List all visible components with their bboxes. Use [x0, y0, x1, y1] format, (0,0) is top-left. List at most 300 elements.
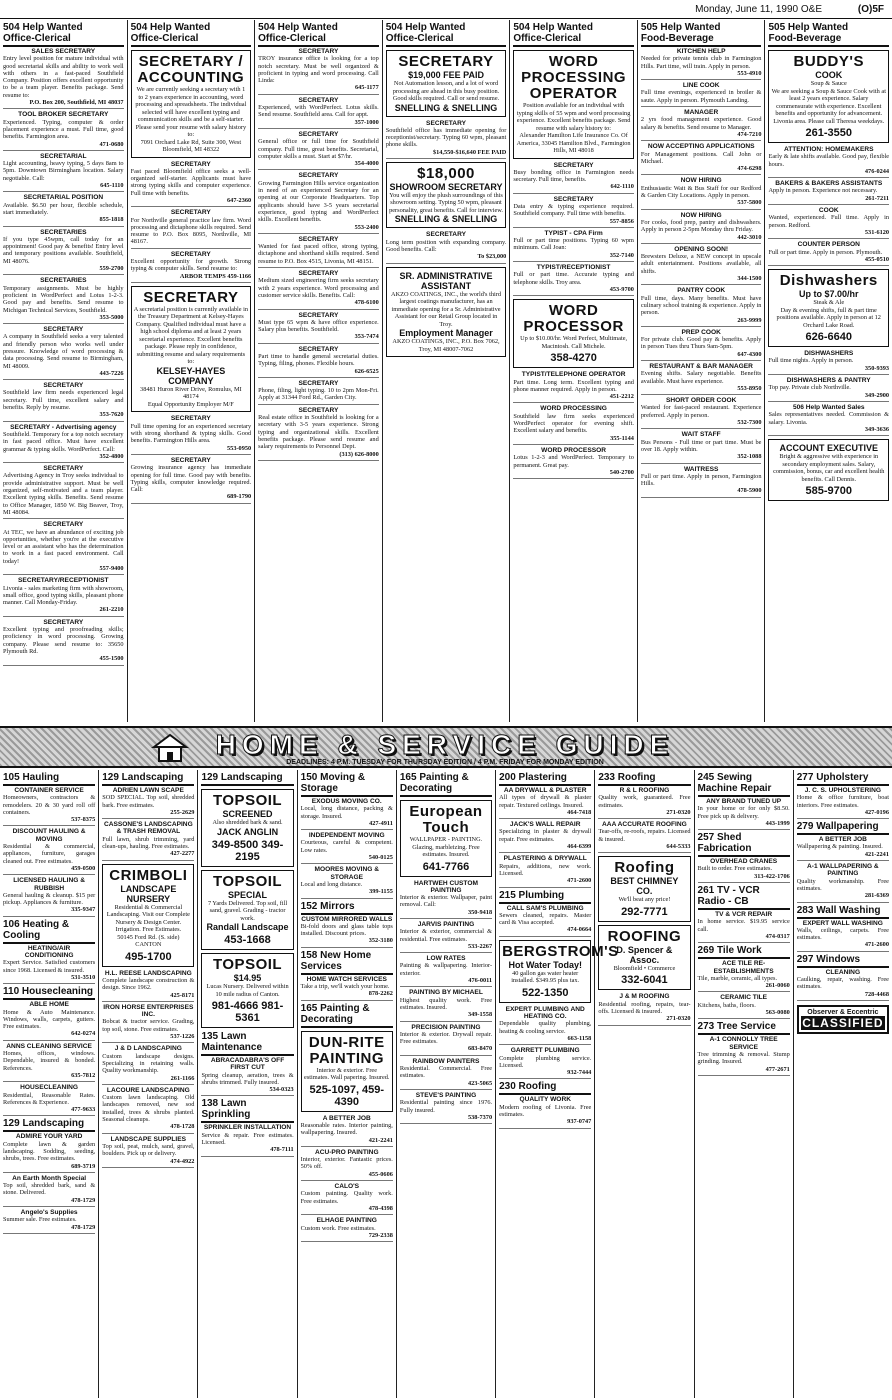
classified-ad — [698, 994, 790, 1019]
ad-phone: 635-7812 — [71, 1071, 96, 1079]
ad-title: ELHAGE PAINTING — [316, 1217, 377, 1225]
ad-title: 506 Help Wanted Sales — [792, 403, 865, 411]
ad-phone: 474-0317 — [765, 932, 790, 940]
classified-ad — [3, 877, 95, 916]
section-header: 215 Plumbing — [499, 890, 591, 904]
classified-ad — [301, 1183, 393, 1215]
ad-title: CERAMIC TILE — [720, 994, 768, 1002]
classified-ad — [258, 97, 379, 129]
display-ad — [201, 789, 293, 867]
ad-title: CONTAINER SERVICE — [14, 787, 84, 794]
display-body: We are currently seeking a secretary with 1 to 2 years experience in accounting, word processing and spreadsheets. The individual selected will have excellent typing and communication skills and be a self-starter. Please send your resume with salary history to: — [135, 86, 247, 138]
ad-phone: 478-6100 — [354, 299, 379, 307]
column — [298, 770, 397, 1398]
ad-title: BAKERS & BAKERS ASSISTANTS — [775, 180, 883, 188]
ad-phone: 537-8375 — [71, 816, 96, 824]
classified-ad — [400, 1024, 492, 1056]
display-subhead: SPECIAL — [228, 889, 268, 900]
ad-body: Residential, Reasonable Rates. References & Experience. — [3, 1091, 96, 1106]
ad-body: Full time opening for an experienced secretary with strong shorthand & typing skills. Good benefits. Farmington Hills area. — [130, 422, 252, 445]
classified-ad — [641, 431, 762, 463]
classified-ad — [768, 207, 889, 239]
classified-ad — [768, 350, 889, 375]
section-header: 505 Help Wanted Food-Beverage — [641, 22, 762, 47]
service-guide-section — [0, 770, 892, 1398]
section-header: 504 Help Wanted Office-Clerical — [258, 22, 379, 47]
ad-body: Custom lawn landscaping. Old landscapes removed, new sod installed, trees & shrubs planted. Seasonal cleanups. — [102, 1094, 195, 1124]
ad-phone: 455-0510 — [864, 255, 890, 263]
classified-ad — [797, 863, 889, 902]
classified-ad — [499, 787, 591, 819]
classified-ad — [258, 380, 379, 405]
ad-body: Growing Farmington Hills service organization in need of an experienced Secretary for an opening at our Corporate Headquarters. Top applicants should have 3-5 years secretarial experience, good typing and WordPerfect skills. Excellent benefits. — [258, 179, 379, 224]
section-header: 230 Roofing — [499, 1081, 591, 1095]
display-ad — [768, 50, 889, 143]
ad-title: NOW HIRING — [680, 211, 722, 219]
column — [99, 770, 198, 1398]
ad-phone: 477-9633 — [71, 1106, 96, 1114]
ad-title: SECRETARY — [43, 521, 84, 529]
ad-body: Apply in person. Experience not necessary. — [768, 187, 878, 195]
ad-phone: 478-1728 — [170, 1123, 195, 1131]
ad-phone: 478-1729 — [71, 1196, 96, 1204]
display-subhead: $19,000 FEE PAID — [408, 70, 484, 80]
ad-title: SECRETARY — [298, 345, 339, 353]
ad-phone: 626-6525 — [354, 367, 379, 375]
section-header: 504 Help Wanted Office-Clerical — [131, 22, 252, 47]
ad-body: Full lawn, shrub trimming, yard clean-ups, hauling. Free estimates. — [102, 835, 195, 851]
classified-ad — [131, 161, 252, 208]
classified-ad — [301, 866, 393, 898]
display-ad — [400, 800, 492, 877]
section-header: 135 Lawn Maintenance — [201, 1031, 293, 1056]
classified-ad — [641, 363, 762, 395]
display-headline: European Touch — [409, 803, 483, 836]
ad-phone: 352-3180 — [368, 937, 393, 945]
ad-phone: 553-0950 — [227, 444, 252, 452]
classified-ad — [400, 1092, 492, 1124]
ad-body: Residential roofing, repairs, tear-offs. Licensed & insured. — [598, 1000, 691, 1015]
ad-body: In your home or for only $8.50. Free pick up & delivery. — [697, 805, 790, 820]
ad-body: General hauling & cleanup. $15 per pickup. Appliances & furniture. — [3, 891, 96, 907]
ad-phone: 471-2600 — [864, 941, 889, 949]
display-subhead: Up to $7.00/hr — [799, 289, 859, 300]
ad-title: INDEPENDENT MOVING — [308, 832, 385, 840]
ad-body: Local and long distance. — [300, 880, 363, 888]
ad-phone: 729-2338 — [368, 1231, 393, 1239]
classified-ad — [513, 405, 634, 444]
house-icon — [150, 733, 190, 763]
classified-ad — [499, 1096, 591, 1128]
ad-title: SECRETARY — [170, 209, 211, 217]
ad-title: SECRETARY — [298, 270, 339, 278]
ad-body: Home & office furniture, boat interiors. Free estimates. — [796, 794, 889, 809]
classified-ad — [768, 241, 889, 266]
ad-phone: 271-0320 — [666, 808, 691, 816]
ad-body: Excellent opportunity for growth. Strong typing & computer skills. Send resume to: — [130, 258, 252, 273]
ad-title: SECRETARY — [170, 456, 211, 464]
display-headline: SECRETARY / ACCOUNTING — [137, 53, 245, 86]
ad-body: Complete plumbing service. Licensed. — [499, 1054, 592, 1069]
ad-phone: 455-1500 — [99, 655, 124, 663]
ad-body: Evening shifts. Salary negotiable. Benefits available. Must have experience. — [640, 370, 762, 385]
display-headline: Dishwashers — [779, 272, 878, 290]
ad-title: HARTWEH CUSTOM PAINTING — [413, 879, 478, 894]
ad-body: Top pay. Private club Northville. — [768, 384, 851, 392]
column — [0, 770, 99, 1398]
classified-ad — [698, 1036, 790, 1075]
classified-ad — [499, 1047, 591, 1079]
display-brand: SNELLING & SNELLING — [394, 102, 498, 113]
ad-body: Full or part time. Apply in person. Plymouth. — [768, 248, 883, 256]
classified-ad — [499, 1006, 591, 1045]
display-phone: 332-6041 — [621, 974, 668, 987]
page-number: (O)5F — [857, 4, 884, 15]
classified-ad — [768, 377, 889, 402]
ad-phone: 553-8950 — [737, 384, 762, 392]
ad-body: Medium sized engineering firm seeks secretary with 2 years experience. Word processing and customer service skills. Benefits. Call: — [258, 277, 379, 299]
ad-phone: 423-5065 — [467, 1079, 493, 1087]
ad-phone: 538-7370 — [467, 1113, 493, 1121]
ad-body: 2 yrs food management experience. Good salary & benefits. Send resume to Manager. — [640, 116, 762, 131]
section-subheader: Office-Clerical — [385, 33, 454, 44]
display-phone: 626-6640 — [805, 331, 852, 344]
ad-phone: 349-3636 — [864, 425, 890, 433]
ad-phone: 537-1226 — [170, 1033, 195, 1041]
ad-phone: 344-1500 — [737, 275, 762, 283]
section-header: 129 Landscaping — [102, 772, 194, 786]
ad-title: SECRETARY — [298, 96, 339, 104]
section-subheader: Office-Clerical — [258, 33, 326, 44]
ad-body: Full or part time. Apply in person, Farmington Hills. — [640, 472, 762, 488]
ad-title: ACU-PRO PAINTING — [314, 1148, 379, 1156]
ad-title: JACK'S WALL REPAIR — [509, 821, 581, 829]
ad-title: WAITRESS — [683, 465, 719, 473]
classified-ad — [258, 131, 379, 170]
ad-phone: 537-5800 — [737, 199, 762, 207]
ad-body: Residential painting since 1976. Fully insured. — [399, 1099, 493, 1114]
ad-title: HOUSECLEANING — [20, 1084, 79, 1092]
ad-phone: 689-1790 — [227, 493, 252, 501]
display-ad — [768, 269, 889, 347]
ad-title: QUALITY WORK — [519, 1096, 571, 1104]
ad-body: Complete landscape construction & design. Since 1962. — [102, 976, 195, 992]
classified-ad — [3, 577, 124, 616]
classified-publisher: Observer & Eccentric — [807, 1008, 879, 1016]
display-ad — [301, 1031, 393, 1112]
column — [198, 770, 297, 1398]
classified-ad — [598, 787, 690, 819]
banner-deadline: DEADLINES: 4 P.M. TUESDAY FOR THURSDAY EDITION / 4 P.M. FRIDAY FOR MONDAY EDITION — [286, 759, 604, 766]
classified-ad — [386, 231, 507, 263]
ad-title: MOORES MOVING & STORAGE — [314, 866, 379, 881]
ad-body: Specializing in plaster & drywall repair. Free estimates. — [499, 828, 592, 843]
ad-phone: 263-9999 — [737, 316, 762, 324]
section-header: 245 Sewing Machine Repair — [698, 772, 790, 797]
ad-phone: 427-0196 — [864, 808, 889, 816]
ad-phone: 261-0060 — [765, 982, 790, 990]
classified-ad — [768, 404, 889, 436]
classified-ad — [513, 371, 634, 403]
column — [595, 770, 694, 1398]
ad-title: SALES SECRETARY — [31, 48, 96, 55]
ad-phone: 353-7620 — [99, 411, 124, 419]
classified-ad — [3, 194, 124, 226]
column — [496, 770, 619, 1398]
ad-phone: 855-1818 — [99, 216, 124, 224]
ad-title: SECRETARY — [43, 382, 84, 390]
display-ad — [386, 50, 507, 117]
display-org: KELSEY-HAYES COMPANY — [156, 365, 226, 386]
ad-phone: 261-2210 — [99, 606, 124, 614]
classified-wordmark: CLASSIFIED — [802, 1015, 884, 1030]
ad-title: PRECISION PAINTING — [411, 1023, 481, 1031]
ad-title: HEATING/AIR CONDITIONING — [24, 944, 74, 960]
display-ad — [131, 50, 252, 158]
classified-ad — [258, 172, 379, 233]
section-header: 200 Plastering — [499, 772, 591, 786]
column — [695, 770, 794, 1398]
ad-title: RAINBOW PAINTERS — [412, 1057, 480, 1065]
section-header: 504 Help Wanted Office-Clerical — [386, 22, 507, 47]
display-body: A secretarial position is currently available in the Treasury Department at Kelsey-Hayes Company. Qualified individual must have a high school diploma and at least 2 years secretarial experience. Excellent benefits package. Please reply in confidence, submitting resume and salary requirements to: — [133, 305, 249, 366]
ad-title: SECRETARY — [298, 311, 339, 319]
ad-body: Southfield office has immediate opening for receptionist/secretary. Typing 60 wpm, pleasant phone skills. — [385, 126, 507, 149]
ad-title: EXODUS MOVING CO. — [311, 798, 382, 805]
display-phone: 495-1700 — [125, 950, 172, 963]
classified-ad — [598, 993, 690, 1025]
ad-title: CLEANING — [825, 968, 861, 976]
ad-phone: 471-2600 — [567, 877, 592, 885]
ad-phone: 557-9400 — [99, 565, 124, 572]
ad-title: SHORT ORDER COOK — [666, 397, 737, 405]
section-subheader: Office-Clerical — [3, 33, 71, 44]
ad-body: Caulking, repair, washing. Free estimates. — [796, 976, 889, 991]
section-header: 129 Landscaping — [201, 772, 293, 786]
classified-ad — [3, 1175, 95, 1207]
ad-phone: 451-2212 — [609, 393, 634, 401]
ad-phone: 421-2241 — [368, 1136, 393, 1144]
column — [638, 20, 766, 722]
ad-body: Custom painting. Quality work. Free estimates. — [300, 1190, 393, 1205]
display-headline: WORD PROCESSING OPERATOR — [521, 53, 627, 102]
classified-ad — [400, 880, 492, 919]
ad-body: Reasonable rates. Interior painting, wallpapering. Insured. — [300, 1121, 393, 1137]
display-tagline: Also shredded bark & sand. — [212, 819, 283, 826]
display-subhead: SCREENED — [222, 809, 273, 819]
classified-ad — [513, 264, 634, 296]
classified-ad — [513, 162, 634, 194]
ad-title: NOW ACCEPTING APPLICATIONS — [647, 143, 755, 151]
ad-phone: 642-0274 — [71, 1030, 96, 1038]
ad-title: WAIT STAFF — [681, 431, 721, 439]
ad-title: J & D LANDSCAPING — [114, 1045, 182, 1053]
display-headline: TOPSOIL — [213, 792, 283, 809]
section-header: 504 Help Wanted Office-Clerical — [513, 22, 634, 47]
ad-title: MANAGER — [684, 109, 719, 117]
ad-title: SECRETARY — [298, 130, 339, 138]
display-phone: 641-7766 — [422, 860, 470, 873]
classified-ad — [102, 970, 194, 1002]
classified-ad — [641, 177, 762, 209]
masthead-date: Monday, June 11, 1990 O&E — [695, 4, 822, 15]
display-headline: TOPSOIL — [213, 956, 283, 973]
ad-title: SECRETARY — [170, 250, 211, 258]
ad-body: Top soil, shredded bark, sand & stone. Delivered. — [3, 1182, 96, 1197]
ad-body: Take a trip, we'll watch your home. — [300, 983, 390, 991]
ad-body: Excellent typing and proofreading skills; proficiency in word processing. Growing company. Please send resume to: 35650 Plymouth Rd. — [3, 626, 124, 655]
ad-title: SECRETARIAL POSITION — [23, 194, 104, 202]
classified-ad — [797, 920, 889, 952]
display-ad — [102, 864, 194, 967]
section-header: 283 Wall Washing — [797, 905, 889, 919]
ad-phone: 478-1729 — [71, 1223, 96, 1231]
column — [255, 20, 383, 722]
ad-phone: 261-7211 — [865, 194, 890, 202]
display-body: You will enjoy the plush surroundings of this showroom setting. Typing 50 wpm, pleasant personality, great benefits. Call for interview. — [389, 191, 503, 214]
ad-title: LACOURE LANDSCAPING — [106, 1086, 190, 1094]
display-tagline: We'll beat any price! — [618, 896, 671, 904]
display-note: Equal Opportunity Employer M/F — [147, 400, 234, 408]
section-header: 158 New Home Services — [301, 950, 393, 975]
display-tagline: 7 Yards Delivered. Top soil, fill sand, gravel. Grading - tractor work. — [207, 899, 288, 922]
ad-body: Wanted, experienced. Full time. Apply in person. Redford. — [768, 214, 890, 229]
ad-body: Phone, filing, light typing. 10 to 2pm Mon-Fri. Apply at 31344 Ford Rd., Garden City. — [258, 387, 379, 402]
ad-title: COUNTER PERSON — [797, 241, 860, 249]
classified-ad — [641, 329, 762, 361]
display-subhead: SR. ADMINISTRATIVE ASSISTANT — [399, 270, 493, 291]
display-brand: SNELLING & SNELLING — [394, 214, 498, 225]
ad-title: PANTRY COOK — [677, 287, 726, 295]
classified-ad — [102, 1087, 194, 1134]
ad-title: SECRETARIAL — [40, 152, 87, 160]
ad-title: SECRETARY — [170, 160, 211, 168]
ad-title: HOME WATCH SERVICES — [306, 975, 387, 983]
display-phone: 358-4270 — [550, 352, 597, 365]
display-tagline: WALLPAPER - PAINTING. Glazing, marbleizing. Free estimates. Insured. — [409, 836, 483, 858]
ad-title: SECRETARIES — [40, 277, 87, 285]
classified-ad — [131, 209, 252, 248]
ad-phone: 261-1166 — [170, 1074, 195, 1082]
ad-phone: 354-4000 — [354, 160, 379, 168]
ad-body: Home & Auto Maintenance. Windows, walls, carpets, gutters. Free estimates. — [3, 1008, 96, 1031]
ad-phone: 464-7418 — [567, 808, 592, 816]
display-phone: 292-7771 — [621, 905, 668, 918]
ad-body: Dependable quality plumbing, heating & cooling service. — [499, 1020, 592, 1035]
ad-title: STEVE'S PAINTING — [415, 1091, 477, 1099]
ad-phone: 477-2671 — [765, 1065, 790, 1073]
display-headline: TOPSOIL — [213, 872, 283, 890]
display-body: Bright & aggressive with experience in secondary employment sales. Salary, commission, bonus, car and excellent health benefits. Call Dennis. — [773, 453, 885, 483]
ad-title: J. C. S. UPHOLSTERING — [804, 787, 881, 794]
display-tagline: Bloomfield • Commerce — [613, 964, 676, 972]
ad-title: SECRETARY — [298, 172, 339, 180]
display-body: We are seeking a Soup & Sauce Cook with at least 2 years experience. Salary commensurate with experience. Excellent benefits and opportunity for advancement. Livonia area. Please call Theresa weekdays. — [771, 87, 886, 125]
ad-body: Southfield. Temporary for a top notch secretary in fast paced office. Must have excellent grammar & typing skills. WordPerfect. Call: — [3, 430, 124, 453]
display-tagline: Interior & exterior. Free estimates. Wall papering. Insured. — [304, 1066, 390, 1082]
ad-body: A company in Southfield seeks a very talented and friendly person who works well under pressure. Knowledge of word processing & data processing. Send resume to Birmingham, MI 48009. — [3, 333, 124, 370]
ad-body: Busy bonding office in Farmington needs secretary. Full time, benefits. — [513, 168, 634, 184]
ad-body: Fast paced Bloomfield office seeks a well-organized self-starter. Applicants must have strong typing skills and computer experience. Full time with benefits. — [130, 167, 252, 197]
ad-phone: 540-0125 — [368, 854, 393, 862]
ad-phone: 349-1558 — [467, 1011, 493, 1019]
ad-body: Built to order. Free estimates. — [697, 865, 773, 873]
ad-body: Bi-fold doors and glass table tops installed. Discount prices. — [300, 922, 393, 938]
ad-title: KITCHEN HELP — [676, 48, 726, 55]
classified-ad — [641, 212, 762, 244]
section-header: 269 Tile Work — [698, 945, 790, 959]
classified-ad — [131, 457, 252, 504]
classified-ad — [258, 270, 379, 309]
ad-body: Full or part time positions. Typing 60 wpm minimum. Call Joan: — [513, 237, 634, 252]
ad-title: A-1 CONNOLLY TREE SERVICE — [709, 1036, 778, 1051]
ad-title: AAA ACCURATE ROOFING — [602, 821, 687, 829]
classified-ad — [698, 858, 790, 883]
ad-phone: 464-6399 — [567, 843, 592, 851]
section-subheader: Food-Beverage — [768, 33, 842, 44]
ad-phone: 459-0500 — [71, 864, 96, 872]
ad-body: Lotus 1-2-3 and WordPerfect. Temporary to permanent. Great pay. — [513, 454, 634, 469]
section-header: 152 Mirrors — [301, 901, 393, 915]
display-body: AKZO COATINGS, INC., the world's third largest coatings manufacturer, has an immediate opening for a Sr. Administrative Assistant for our Retail Group located in Troy. — [391, 290, 501, 328]
display-tagline: Steak & Ale — [813, 299, 845, 307]
classified-ad — [102, 1045, 194, 1084]
ad-body: General office or full time for Southfield company. Full time, great benefits. Secretarial, computer skills a must. Start at $7/hr. — [258, 138, 379, 160]
classified-ad — [400, 1058, 492, 1090]
ad-body: Top soil, peat, mulch, sand, gravel, boulders. Pick up or delivery. — [102, 1142, 195, 1158]
ad-title: SECRETARY — [43, 618, 84, 626]
ad-title: SECRETARY — [426, 231, 466, 239]
ad-phone: 645-1110 — [100, 182, 124, 190]
ad-title: SPRINKLER INSTALLATION — [203, 1124, 292, 1132]
ad-phone: To $23,000 — [477, 253, 507, 261]
section-header: 504 Help Wanted Office-Clerical — [3, 22, 124, 47]
ad-body: Part time to handle general secretarial duties. Typing, filing, phones. Flexible hours. — [258, 352, 379, 368]
ad-body: Long term position with expanding company. Good benefits. Call: — [385, 238, 507, 254]
ad-phone: 352-7140 — [609, 251, 634, 259]
classified-ad — [3, 111, 124, 150]
ad-title: R & L ROOFING — [619, 787, 670, 794]
ad-phone: 427-2277 — [170, 850, 195, 858]
ad-phone: 728-4468 — [864, 990, 889, 998]
column — [383, 20, 511, 722]
ad-title: DISHWASHERS — [804, 350, 854, 358]
ad-body: Custom landscape designs. Specializing in retaining walls. Quality workmanship. — [102, 1052, 195, 1075]
ad-title: H.L. REESE LANDSCAPING — [104, 969, 192, 977]
ad-body: For cooks, food prep, pantry and dishwashers. Apply in person 2-5pm Monday thru Friday. — [640, 218, 762, 234]
ad-title: ADRIEN LAWN SCAPE — [112, 787, 184, 794]
classified-ad — [3, 787, 95, 826]
ad-phone: 350-9418 — [467, 908, 493, 916]
ad-title: SECRETARY — [553, 161, 594, 169]
display-phone: 261-3550 — [805, 127, 852, 139]
classified-ad — [3, 277, 124, 324]
ad-phone: $14,550-$16,640 FEE PAID — [432, 148, 507, 156]
ad-title: TV & VCR REPAIR — [715, 911, 773, 919]
classified-ad — [3, 521, 124, 575]
ad-body: For private club. Good pay & benefits. Apply in person Tues thru Thurs 9am-5pm. — [640, 336, 762, 351]
ad-title: ACE TILE RE-ESTABLISHMENTS — [713, 960, 774, 975]
ad-body: Entry level position for mature individual with good secretarial skills and ability to work well with others in a fast-paced Southfield Company. Position offers excellent opportunity to be a team player. Benefits package. Send resume to: — [3, 55, 124, 99]
ad-title: SECRETARY — [298, 235, 339, 243]
display-headline: ROOFING — [607, 927, 682, 945]
ad-title: SECRETARY — [298, 406, 339, 414]
ad-phone: 349-2900 — [864, 391, 890, 399]
ad-title: LOW RATES — [426, 955, 466, 963]
ad-title: A-1 WALLPAPERING & PAINTING — [807, 863, 879, 878]
ad-phone: 559-2700 — [99, 265, 124, 273]
classified-ad — [301, 1115, 393, 1147]
